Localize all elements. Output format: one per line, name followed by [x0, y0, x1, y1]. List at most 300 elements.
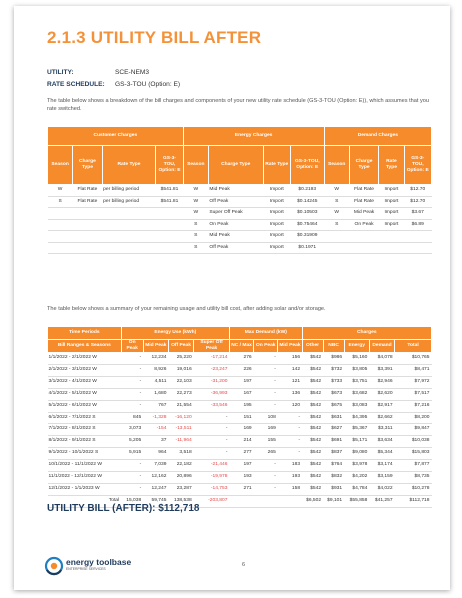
- charges-row: [48, 231, 432, 243]
- summary-cell: 183: [278, 460, 302, 472]
- charges-cell: [102, 242, 156, 254]
- summary-cell: $8,471: [395, 364, 432, 376]
- charges-col-header: Charge Type: [349, 146, 378, 185]
- summary-cell: -: [121, 388, 143, 400]
- summary-cell: $3,311: [369, 424, 394, 436]
- summary-cell: $3,174: [369, 460, 394, 472]
- summary-body: [48, 353, 432, 508]
- summary-cell: -: [278, 448, 302, 460]
- charges-table: [47, 126, 432, 254]
- summary-cell: 3,518: [168, 448, 193, 460]
- summary-cell: -: [254, 388, 278, 400]
- summary-cell: -: [121, 376, 143, 388]
- summary-cell: 226: [229, 364, 253, 376]
- charges-cell: Import: [263, 242, 290, 254]
- summary-cell: $673: [323, 388, 344, 400]
- charges-col-header: Season: [324, 146, 349, 185]
- summary-col-header: On Peak: [254, 340, 278, 353]
- charges-cell: [404, 231, 431, 243]
- charges-cell: [48, 208, 73, 220]
- summary-col-header: Total: [395, 340, 432, 353]
- utility-row: [47, 69, 149, 76]
- summary-cell: 7,039: [143, 460, 168, 472]
- summary-row: [48, 388, 432, 400]
- summary-cell: $2,620: [369, 388, 394, 400]
- summary-cell: $2,662: [369, 412, 394, 424]
- summary-cell: -13,511: [168, 424, 193, 436]
- intro-paragraph: The table below shows a breakdown of the bill charges and components of your new utility rate schedule (GS-3-TOU (Option: E)), which assumes that you rate switched.: [47, 98, 430, 112]
- charges-cell: $12.70: [404, 196, 431, 208]
- summary-cell: $542: [302, 388, 323, 400]
- charges-cell: W: [48, 185, 73, 197]
- summary-cell: -: [254, 364, 278, 376]
- charges-cell: [156, 208, 183, 220]
- summary-cell: 8/1/2022 - 9/1/2022 S: [48, 436, 122, 448]
- charges-cell: $6.89: [404, 219, 431, 231]
- summary-cell: 12/1/2022 - 1/1/2023 W: [48, 483, 122, 495]
- group-time-periods: Time Periods: [48, 327, 122, 340]
- charges-group-row: [48, 127, 432, 146]
- summary-cell: 19,016: [168, 364, 193, 376]
- summary-cell: $8,735: [395, 472, 432, 484]
- summary-cell: 277: [229, 448, 253, 460]
- summary-cell: 265: [254, 448, 278, 460]
- summary-cell: $5,171: [344, 436, 369, 448]
- summary-col-header: Super Off Peak: [194, 340, 230, 353]
- summary-cell: $3,682: [344, 388, 369, 400]
- charges-col-header: Charge Type: [73, 146, 102, 185]
- charges-cell: W: [183, 208, 208, 220]
- summary-cell: 155: [254, 436, 278, 448]
- summary-cell: -: [194, 424, 230, 436]
- summary-col-header: Demand: [369, 340, 394, 353]
- summary-cell: 5,915: [121, 448, 143, 460]
- charges-cell: $0.75464: [290, 219, 324, 231]
- summary-cell: 121: [278, 376, 302, 388]
- charges-cell: $0.14245: [290, 196, 324, 208]
- summary-cell: $542: [302, 460, 323, 472]
- summary-cell: 136: [278, 388, 302, 400]
- charges-cell: $0.1971: [290, 242, 324, 254]
- summary-cell: 23,287: [168, 483, 193, 495]
- charges-cell: [73, 219, 102, 231]
- summary-cell: $4,022: [369, 483, 394, 495]
- charges-cell: $12.70: [404, 185, 431, 197]
- charges-body: [48, 185, 432, 254]
- summary-cell: 158: [278, 483, 302, 495]
- charges-cell: Flat Rate: [349, 196, 378, 208]
- summary-cell: 120: [278, 400, 302, 412]
- summary-cell: $542: [302, 353, 323, 365]
- summary-cell: $7,877: [395, 460, 432, 472]
- summary-row: [48, 472, 432, 484]
- summary-cell: 151: [229, 412, 253, 424]
- summary-cell: $542: [302, 412, 323, 424]
- summary-row: [48, 353, 432, 365]
- summary-cell: 4,511: [143, 376, 168, 388]
- charges-row: [48, 196, 432, 208]
- summary-cell: 11/1/2022 - 12/1/2022 W: [48, 472, 122, 484]
- summary-cell: $5,344: [369, 448, 394, 460]
- summary-cell: 3,073: [121, 424, 143, 436]
- summary-cell: $931: [323, 483, 344, 495]
- summary-cell: $832: [323, 472, 344, 484]
- summary-cell: -: [121, 483, 143, 495]
- summary-cell: $2,917: [369, 400, 394, 412]
- charges-cell: per billing period: [102, 196, 156, 208]
- charges-header-row: [48, 146, 432, 185]
- charges-cell: W: [183, 196, 208, 208]
- summary-cell: $542: [302, 436, 323, 448]
- summary-cell: 22,103: [168, 376, 193, 388]
- group-customer-charges: Customer Charges: [48, 127, 184, 146]
- summary-row: [48, 460, 432, 472]
- summary-cell: -14,753: [194, 483, 230, 495]
- charges-cell: S: [324, 196, 349, 208]
- summary-cell: 142: [278, 364, 302, 376]
- summary-cell: -: [254, 472, 278, 484]
- charges-cell: $541.81: [156, 185, 183, 197]
- summary-row: [48, 448, 432, 460]
- charges-cell: [102, 219, 156, 231]
- summary-cell: $5,367: [344, 424, 369, 436]
- summary-cell: $542: [302, 376, 323, 388]
- charges-cell: Import: [263, 185, 290, 197]
- summary-cell: 20,896: [168, 472, 193, 484]
- energy-toolbase-logo: [44, 554, 154, 578]
- charges-col-header: Season: [183, 146, 208, 185]
- summary-cell: $627: [323, 424, 344, 436]
- summary-cell: $8,200: [395, 412, 432, 424]
- summary-cell: 276: [229, 353, 253, 365]
- summary-cell: $4,202: [344, 472, 369, 484]
- summary-cell: 108: [254, 412, 278, 424]
- summary-cell: $5,160: [344, 353, 369, 365]
- summary-cell: 8,926: [143, 364, 168, 376]
- charges-row: [48, 242, 432, 254]
- charges-col-header: Rate Type: [102, 146, 156, 185]
- summary-cell: [229, 495, 253, 507]
- summary-cell: 9/1/2022 - 10/1/2022 S: [48, 448, 122, 460]
- summary-cell: 195: [229, 400, 253, 412]
- charges-cell: $0.31909: [290, 231, 324, 243]
- summary-row: [48, 436, 432, 448]
- summary-cell: 197: [229, 376, 253, 388]
- charges-cell: Import: [379, 219, 404, 231]
- charges-row: [48, 208, 432, 220]
- summary-row: [48, 483, 432, 495]
- summary-cell: -11,964: [168, 436, 193, 448]
- charges-cell: On Peak: [208, 219, 263, 231]
- charges-col-header: GS-3-TOU, Option: E: [404, 146, 431, 185]
- charges-cell: On Peak: [349, 219, 378, 231]
- summary-cell: 193: [278, 472, 302, 484]
- page-number: 6: [242, 562, 246, 568]
- summary-cell: -: [121, 400, 143, 412]
- summary-cell: 964: [143, 448, 168, 460]
- charges-cell: Flat Rate: [73, 196, 102, 208]
- charges-cell: W: [324, 208, 349, 220]
- group-charges: Charges: [302, 327, 431, 340]
- summary-cell: 22,273: [168, 388, 193, 400]
- charges-cell: [324, 231, 349, 243]
- summary-cell: 138,538: [168, 495, 193, 507]
- summary-cell: $9,101: [323, 495, 344, 507]
- charges-cell: Mid Peak: [208, 231, 263, 243]
- charges-cell: S: [183, 231, 208, 243]
- summary-cell: $4,078: [369, 353, 394, 365]
- group-energy-charges: Energy Charges: [183, 127, 324, 146]
- charges-cell: W: [183, 185, 208, 197]
- charges-col-header: GS-3-TOU, Option: E: [290, 146, 324, 185]
- charges-cell: Import: [263, 219, 290, 231]
- summary-cell: 21,554: [168, 400, 193, 412]
- summary-cell: -: [254, 400, 278, 412]
- summary-cell: $3,634: [369, 436, 394, 448]
- summary-cell: -: [254, 376, 278, 388]
- summary-cell: $4,395: [344, 412, 369, 424]
- summary-cell: -36,993: [194, 388, 230, 400]
- charges-cell: Flat Rate: [73, 185, 102, 197]
- charges-cell: Off Peak: [208, 196, 263, 208]
- summary-cell: 12,162: [143, 472, 168, 484]
- summary-cell: $3,159: [369, 472, 394, 484]
- summary-col-header: Off Peak: [168, 340, 193, 353]
- summary-cell: 214: [229, 436, 253, 448]
- charges-cell: [48, 231, 73, 243]
- logo-name: energy toolbase: [66, 557, 132, 567]
- summary-cell: 10/1/2022 - 11/1/2022 W: [48, 460, 122, 472]
- summary-cell: 12,247: [143, 483, 168, 495]
- summary-cell: -: [254, 483, 278, 495]
- charges-cell: [73, 208, 102, 220]
- summary-cell: 156: [278, 353, 302, 365]
- summary-cell: $112,718: [395, 495, 432, 507]
- summary-cell: $15,803: [395, 448, 432, 460]
- summary-cell: 167: [229, 388, 253, 400]
- group-max-demand: Max Demand (kW): [229, 327, 302, 340]
- utility-bill-total: UTILITY BILL (AFTER): $112,718: [47, 503, 200, 514]
- summary-cell: 4/1/2022 - 5/1/2022 W: [48, 388, 122, 400]
- charges-cell: [73, 231, 102, 243]
- summary-cell: $542: [302, 483, 323, 495]
- summary-cell: 22,182: [168, 460, 193, 472]
- charges-col-header: Charge Type: [208, 146, 263, 185]
- summary-cell: 193: [229, 472, 253, 484]
- summary-cell: [278, 495, 302, 507]
- charges-cell: Import: [379, 185, 404, 197]
- charges-cell: $541.81: [156, 196, 183, 208]
- summary-cell: -17,214: [194, 353, 230, 365]
- summary-cell: -23,247: [194, 364, 230, 376]
- summary-cell: $4,784: [344, 483, 369, 495]
- summary-cell: $764: [323, 460, 344, 472]
- summary-cell: $3,751: [344, 376, 369, 388]
- charges-cell: [324, 242, 349, 254]
- summary-cell: -33,546: [194, 400, 230, 412]
- charges-cell: $3.67: [404, 208, 431, 220]
- summary-cell: $542: [302, 424, 323, 436]
- group-energy-use: Energy Use (kWh): [121, 327, 229, 340]
- summary-cell: $7,517: [395, 388, 432, 400]
- page-title: 2.1.3 UTILITY BILL AFTER: [47, 28, 262, 47]
- summary-cell: 197: [229, 460, 253, 472]
- summary-cell: $542: [302, 448, 323, 460]
- charges-col-header: Rate Type: [379, 146, 404, 185]
- document-page: [14, 6, 450, 590]
- summary-cell: $986: [323, 353, 344, 365]
- summary-cell: -: [278, 424, 302, 436]
- summary-cell: 3/1/2022 - 4/1/2022 W: [48, 376, 122, 388]
- group-demand-charges: Demand Charges: [324, 127, 431, 146]
- charges-cell: [73, 242, 102, 254]
- charges-cell: $0.2193: [290, 185, 324, 197]
- summary-cell: $9,080: [344, 448, 369, 460]
- summary-cell: $10,038: [395, 436, 432, 448]
- summary-row: [48, 364, 432, 376]
- charges-cell: Super Off Peak: [208, 208, 263, 220]
- summary-cell: -: [278, 436, 302, 448]
- summary-row: [48, 424, 432, 436]
- charges-col-header: GS-3-TOU, Option: E: [156, 146, 183, 185]
- summary-cell: $542: [302, 400, 323, 412]
- summary-row: [48, 376, 432, 388]
- charges-cell: Import: [379, 196, 404, 208]
- summary-cell: 37: [143, 436, 168, 448]
- summary-cell: $732: [323, 364, 344, 376]
- summary-cell: -: [121, 364, 143, 376]
- summary-cell: 169: [254, 424, 278, 436]
- summary-cell: -31,200: [194, 376, 230, 388]
- summary-cell: $6,502: [302, 495, 323, 507]
- charges-cell: [156, 231, 183, 243]
- logo-tagline: ENTERPRISE SERVICES: [66, 567, 106, 571]
- summary-cell: -: [194, 448, 230, 460]
- summary-cell: -1,328: [143, 412, 168, 424]
- summary-cell: 25,220: [168, 353, 193, 365]
- summary-cell: -: [254, 353, 278, 365]
- summary-cell: 15,038: [121, 495, 143, 507]
- summary-cell: -: [121, 353, 143, 365]
- charges-row: [48, 219, 432, 231]
- summary-cell: $3,391: [369, 364, 394, 376]
- charges-cell: Mid Peak: [349, 208, 378, 220]
- summary-cell: 1,680: [143, 388, 168, 400]
- summary-cell: -: [121, 460, 143, 472]
- summary-cell: 845: [121, 412, 143, 424]
- summary-cell: 7/1/2022 - 8/1/2022 S: [48, 424, 122, 436]
- summary-col-header: Bill Ranges & Seasons: [48, 340, 122, 353]
- summary-row: [48, 400, 432, 412]
- summary-cell: $631: [323, 412, 344, 424]
- summary-cell: -: [254, 460, 278, 472]
- summary-cell: -: [121, 472, 143, 484]
- summary-cell: -: [194, 436, 230, 448]
- charges-cell: [48, 219, 73, 231]
- summary-cell: $542: [302, 472, 323, 484]
- summary-col-header: Energy: [344, 340, 369, 353]
- charges-cell: [349, 231, 378, 243]
- summary-col-header: NBC: [323, 340, 344, 353]
- summary-cell: $837: [323, 448, 344, 460]
- summary-group-row: [48, 327, 432, 340]
- charges-col-header: Season: [48, 146, 73, 185]
- charges-cell: Import: [263, 208, 290, 220]
- summary-cell: [254, 495, 278, 507]
- charges-cell: S: [48, 196, 73, 208]
- summary-cell: $10,278: [395, 483, 432, 495]
- charges-cell: S: [183, 219, 208, 231]
- charges-cell: S: [183, 242, 208, 254]
- summary-cell: -: [194, 412, 230, 424]
- charges-cell: per billing period: [102, 185, 156, 197]
- summary-cell: $691: [323, 436, 344, 448]
- summary-cell: $9,847: [395, 424, 432, 436]
- charges-cell: S: [324, 219, 349, 231]
- charges-cell: W: [324, 185, 349, 197]
- summary-cell: Total: [48, 495, 122, 507]
- summary-cell: 1/1/2022 - 2/1/2022 W: [48, 353, 122, 365]
- charges-cell: [102, 231, 156, 243]
- summary-cell: 59,745: [143, 495, 168, 507]
- summary-cell: -154: [143, 424, 168, 436]
- charges-cell: Import: [263, 196, 290, 208]
- summary-cell: -203,807: [194, 495, 230, 507]
- summary-cell: -16,120: [168, 412, 193, 424]
- summary-col-header: On Peak: [121, 340, 143, 353]
- summary-cell: 169: [229, 424, 253, 436]
- charges-cell: [379, 231, 404, 243]
- utility-value: SCE-NEM3: [115, 69, 150, 76]
- summary-cell: $41,257: [369, 495, 394, 507]
- summary-cell: 12,234: [143, 353, 168, 365]
- charges-cell: Import: [379, 208, 404, 220]
- summary-col-header: Other: [302, 340, 323, 353]
- charges-cell: [156, 242, 183, 254]
- rate-schedule-label: RATE SCHEDULE:: [47, 81, 105, 88]
- summary-cell: $10,765: [395, 353, 432, 365]
- charges-cell: Flat Rate: [349, 185, 378, 197]
- summary-cell: $3,978: [344, 460, 369, 472]
- summary-cell: -21,446: [194, 460, 230, 472]
- summary-col-header: Mid Peak: [278, 340, 302, 353]
- summary-table: [47, 326, 432, 508]
- summary-cell: 6/1/2022 - 7/1/2022 S: [48, 412, 122, 424]
- charges-cell: $0.10503: [290, 208, 324, 220]
- summary-cell: 2/1/2022 - 3/1/2022 W: [48, 364, 122, 376]
- rate-schedule-row: [47, 81, 180, 88]
- summary-cell: $2,946: [369, 376, 394, 388]
- summary-cell: $7,216: [395, 400, 432, 412]
- summary-cell: -19,978: [194, 472, 230, 484]
- summary-header-row: [48, 340, 432, 353]
- logo-mark-icon: [44, 556, 64, 576]
- charges-cell: [349, 242, 378, 254]
- utility-label: UTILITY:: [47, 69, 74, 76]
- charges-col-header: Rate Type: [263, 146, 290, 185]
- charges-cell: Import: [263, 231, 290, 243]
- charges-cell: [404, 242, 431, 254]
- summary-cell: 5/1/2022 - 6/1/2022 W: [48, 400, 122, 412]
- charges-cell: [102, 208, 156, 220]
- charges-cell: [379, 242, 404, 254]
- summary-cell: $3,083: [344, 400, 369, 412]
- summary-cell: -: [278, 412, 302, 424]
- summary-cell: $733: [323, 376, 344, 388]
- summary-cell: 5,205: [121, 436, 143, 448]
- summary-row: [48, 412, 432, 424]
- summary-col-header: NC / Max: [229, 340, 253, 353]
